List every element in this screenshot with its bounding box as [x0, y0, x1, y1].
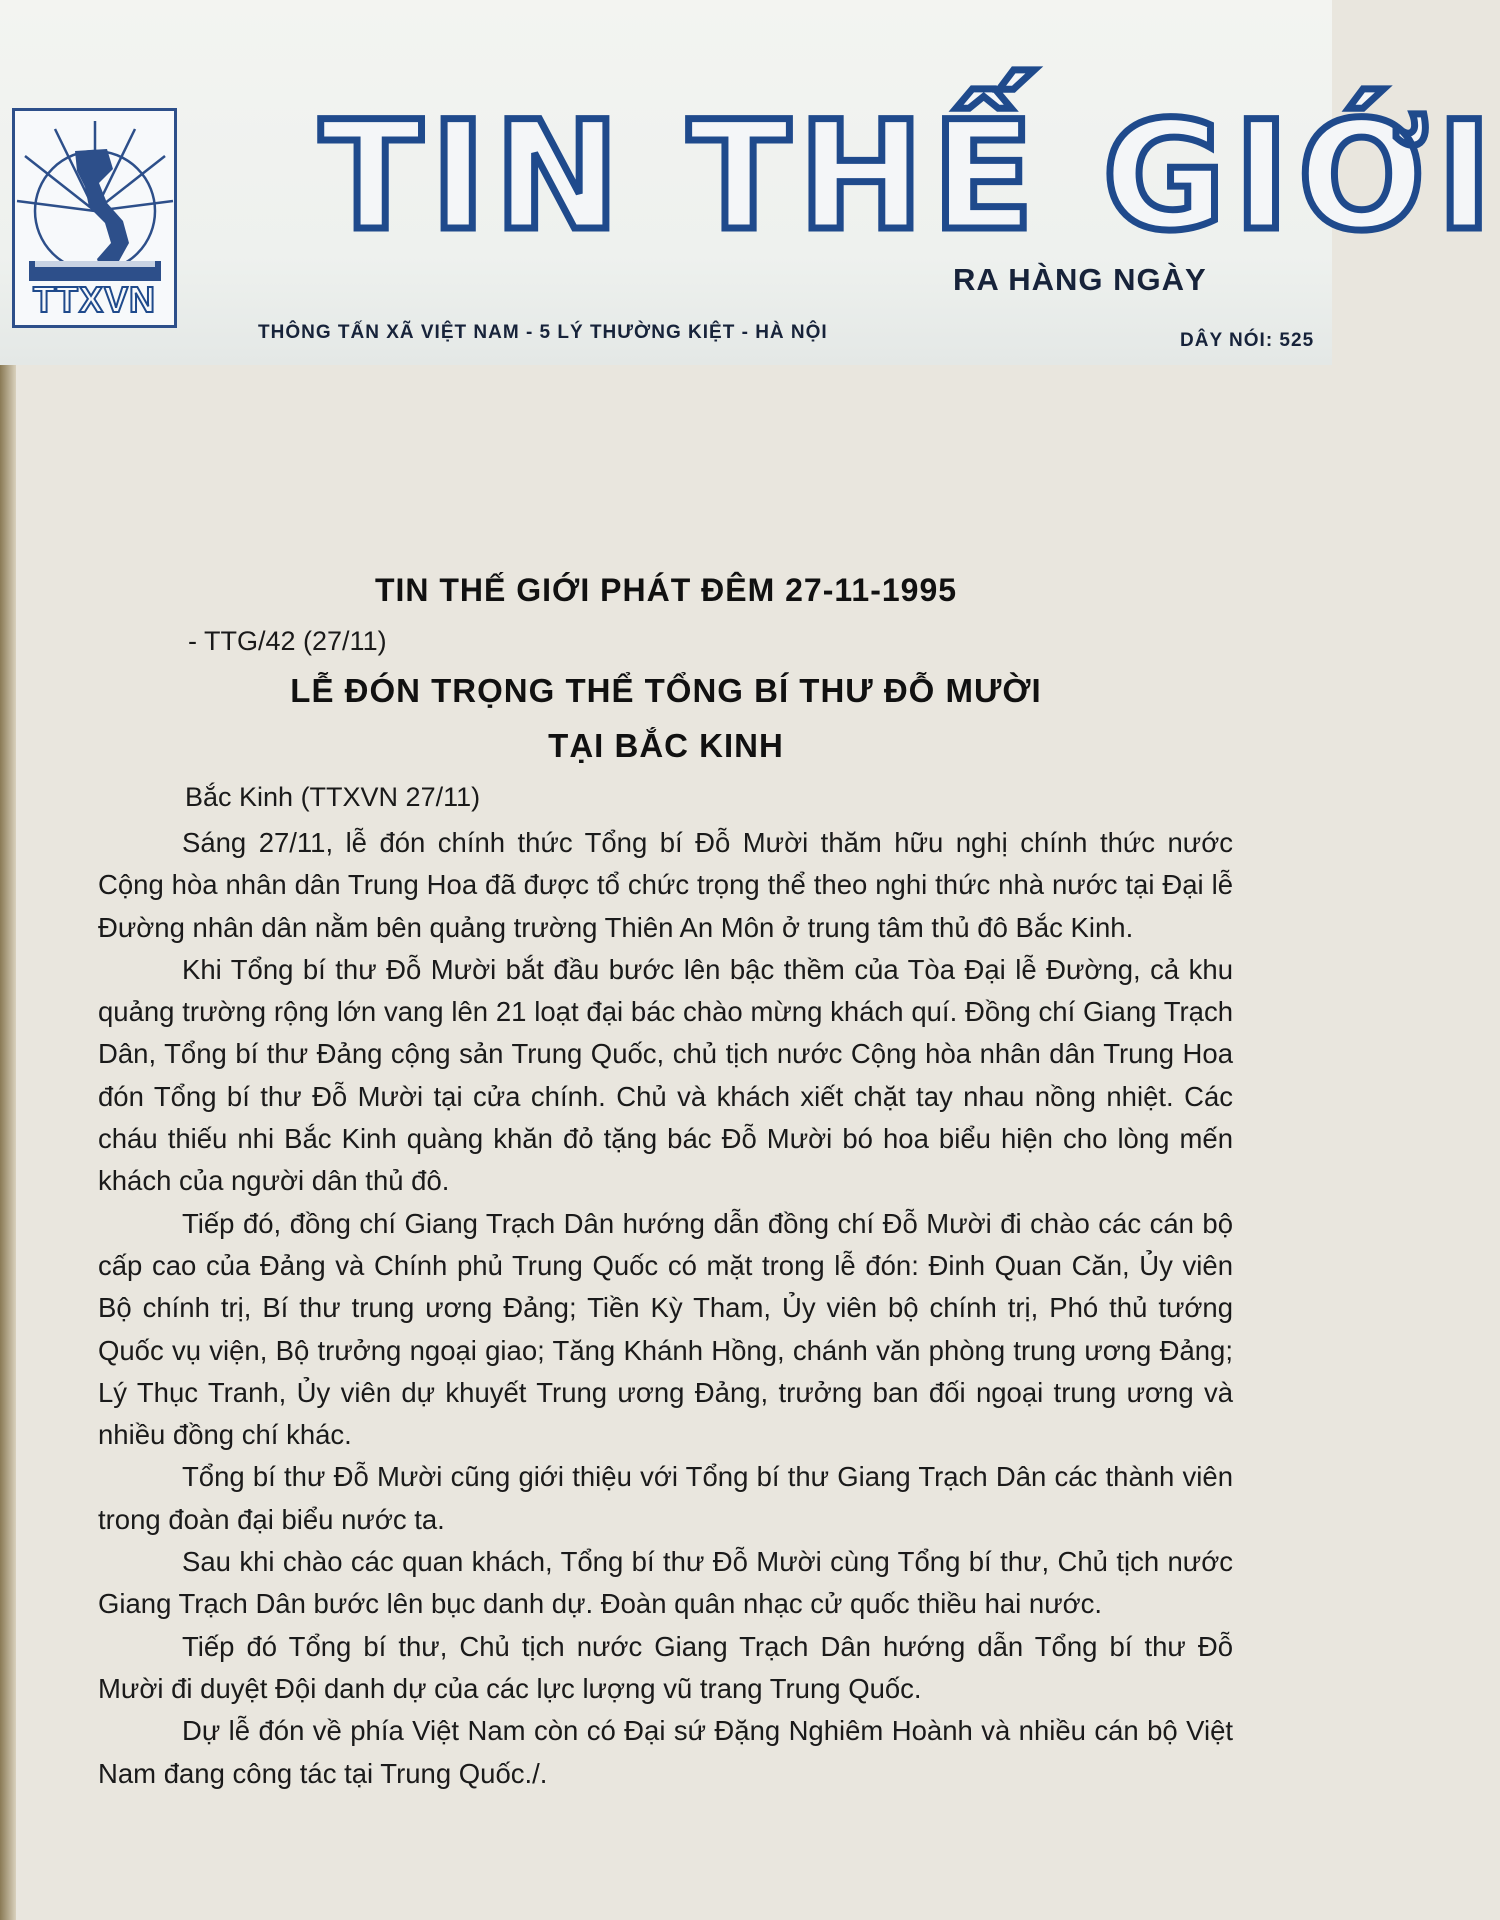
dateline: Bắc Kinh (TTXVN 27/11): [185, 782, 481, 812]
paragraph: Tổng bí thư Đỗ Mười cũng giới thiệu với Tổng bí thư Giang Trạch Dân các thành viên trong đoàn đại biểu nước ta.: [98, 1461, 1233, 1535]
paragraph: Khi Tổng bí thư Đỗ Mười bắt đầu bước lên bậc thềm của Tòa Đại lễ Đường, cả khu quảng trường rộng lớn vang lên 21 loạt đại bác chào mừng khách quí. Đồng chí Giang Trạch Dân, Tổng bí thư Đảng cộng sản Trung Quốc, chủ tịch nước Cộng hòa nhân dân Trung Hoa đón Tổng bí thư Đỗ Mười tại cửa chính. Chủ và khách xiết chặt tay nhau nồng nhiệt. Các cháu thiếu nhi Bắc Kinh quàng khăn đỏ tặng bác Đỗ Mười bó hoa biểu hiện cho lòng mến khách của người dân thủ đô.: [98, 953, 1233, 1197]
logo-text: TTXVN: [32, 279, 156, 320]
paragraph: Tiếp đó Tổng bí thư, Chủ tịch nước Giang Trạch Dân hướng dẫn Tổng bí thư Đỗ Mười đi duyệt Đội danh dự của các lực lượng vũ trang Trung Quốc.: [98, 1630, 1233, 1704]
paragraph: Dự lễ đón về phía Việt Nam còn có Đại sứ Đặng Nghiêm Hoành và nhiều cán bộ Việt Nam đang công tác tại Trung Quốc./.: [98, 1715, 1233, 1789]
masthead: [0, 0, 1500, 365]
article-body: [98, 822, 1233, 1795]
headline-line-1: LỄ ĐÓN TRỌNG THỂ TỔNG BÍ THƯ ĐỖ MƯỜI: [290, 672, 1042, 709]
paragraph: Sáng 27/11, lễ đón chính thức Tổng bí Đỗ Mười thăm hữu nghị chính thức nước Cộng hòa nhân dân Trung Hoa đã được tổ chức trọng thể theo nghi thức nhà nước tại Đại lễ Đường nhân dân nằm bên quảng trường Thiên An Môn ở trung tâm thủ đô Bắc Kinh.: [98, 827, 1233, 943]
ttxvn-logo: [12, 108, 177, 328]
paragraph: Tiếp đó, đồng chí Giang Trạch Dân hướng dẫn đồng chí Đỗ Mười đi chào các cán bộ cấp cao của Đảng và Chính phủ Trung Quốc có mặt trong lễ đón: Đinh Quan Căn, Ủy viên Bộ chính trị, Bí thư trung ương Đảng; Tiền Kỳ Tham, Ủy viên bộ chính trị, Phó thủ tướng Quốc vụ viện, Bộ trưởng ngoại giao; Tăng Khánh Hồng, chánh văn phòng trung ương Đảng; Lý Thục Tranh, Ủy viên dự khuyết Trung ương Đảng, trưởng ban đối ngoại trung ương và nhiều đồng chí khác.: [98, 1207, 1233, 1451]
newspaper-title: TIN THẾ GIỚI: [320, 90, 1500, 264]
bulletin-heading: TIN THẾ GIỚI PHÁT ĐÊM 27-11-1995: [374, 572, 958, 608]
publisher-address: THÔNG TẤN XÃ VIỆT NAM - 5 LÝ THƯỜNG KIỆT - HÀ NỘI: [258, 322, 828, 343]
item-code: - TTG/42 (27/11): [188, 626, 387, 656]
publication-frequency: RA HÀNG NGÀY: [953, 262, 1207, 297]
paragraph: Sau khi chào các quan khách, Tổng bí thư Đỗ Mười cùng Tổng bí thư, Chủ tịch nước Giang Trạch Dân bước lên bục danh dự. Đoàn quân nhạc cử quốc thiều hai nước.: [98, 1546, 1233, 1620]
headline-line-2: TẠI BẮC KINH: [548, 727, 784, 764]
phone-number: DÂY NÓI: 525: [1180, 330, 1315, 351]
